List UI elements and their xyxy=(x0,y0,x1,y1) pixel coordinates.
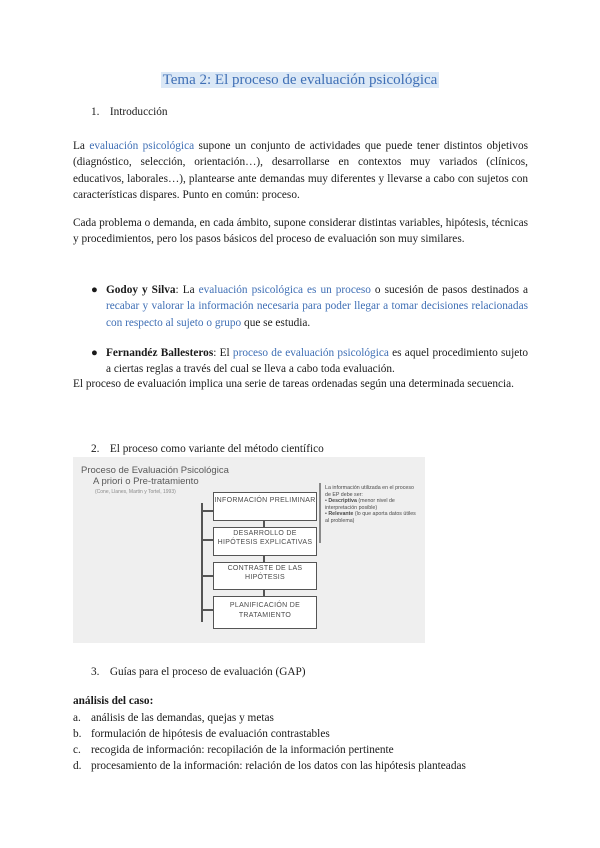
section-heading-2: 2. El proceso como variante del método científico xyxy=(91,443,324,455)
note-bracket xyxy=(319,483,321,543)
process-diagram-figure xyxy=(73,457,425,643)
intro-paragraph-1: La evaluación psicológica supone un conjunto de actividades que puede tener distintos objetivos (diagnóstico, selección, orientación…), desarrollarse en contextos muy variados (clínicos, educativos, laborales…), plantearse ante demandas muy diferentes y llevarse a cabo con sujetos con características dispares. Punto en común: proceso. xyxy=(73,140,528,202)
bullet-fernandez-ballesteros: Fernandéz Ballesteros: El proceso de evaluación psicológica es aquel procedimiento sujeto a ciertas reglas a través del cual se lleva a cabo toda evaluación. xyxy=(106,347,529,376)
connector-line xyxy=(201,510,213,512)
connector-line xyxy=(201,575,213,577)
list-item: a. análisis de las demandas, quejas y metas xyxy=(73,712,274,724)
section-heading-3: 3. Guías para el proceso de evaluación (GAP) xyxy=(91,666,306,678)
list-item: d. procesamiento de la información: relación de los datos con las hipótesis planteadas xyxy=(73,760,466,772)
figure-citation: (Cone, Llanes, Martin y Tortel, 1993) xyxy=(95,489,176,495)
link-evaluacion-psicologica: evaluación psicológica xyxy=(89,140,195,152)
figure-note: La información utilizada en el proceso de EP debe ser: • Descriptiva (menor nivel de interpretación posible) • Relevante (lo que aporta datos útiles al problema) xyxy=(325,485,416,524)
figure-title: Proceso de Evaluación Psicológica xyxy=(81,465,229,476)
section-heading-1: 1. Introducción xyxy=(91,106,168,118)
box-informacion-preliminar: INFORMACIÓN PRELIMINAR xyxy=(213,492,317,521)
bullet-dot: ● xyxy=(91,284,98,296)
bullet-dot: ● xyxy=(91,347,98,359)
intro-paragraph-2: Cada problema o demanda, en cada ámbito, supone considerar distintas variables, hipótesis, técnicas y procedimientos, pero los pasos básicos del proceso de evaluación son muy similares. xyxy=(73,217,528,246)
box-contraste-hipotesis: CONTRASTE DE LAS HIPÓTESIS xyxy=(213,562,317,590)
box-desarrollo-hipotesis: DESARROLLO DE HIPÓTESIS EXPLICATIVAS xyxy=(213,527,317,556)
paragraph-secuencia: El proceso de evaluación implica una serie de tareas ordenadas según una determinada secuencia. xyxy=(73,378,515,390)
list-item: b. formulación de hipótesis de evaluación contrastables xyxy=(73,728,330,740)
connector-line xyxy=(201,503,203,622)
connector-line xyxy=(201,539,213,541)
box-planificacion-tratamiento: PLANIFICACIÓN DE TRATAMIENTO xyxy=(213,596,317,629)
bullet-godoy-silva: Godoy y Silva: La evaluación psicológica es un proceso o sucesión de pasos destinados a recabar y valorar la información necesaria para poder llegar a tomar decisiones relacionadas con respecto al sujeto o grupo que se estudia. xyxy=(106,284,528,329)
list-item: c. recogida de información: recopilación de la información pertinente xyxy=(73,744,394,756)
page-title: Tema 2: El proceso de evaluación psicológica xyxy=(162,72,438,88)
analysis-heading: análisis del caso: xyxy=(73,695,154,707)
connector-line xyxy=(201,609,213,611)
figure-subtitle: A priori o Pre-tratamiento xyxy=(93,476,199,487)
